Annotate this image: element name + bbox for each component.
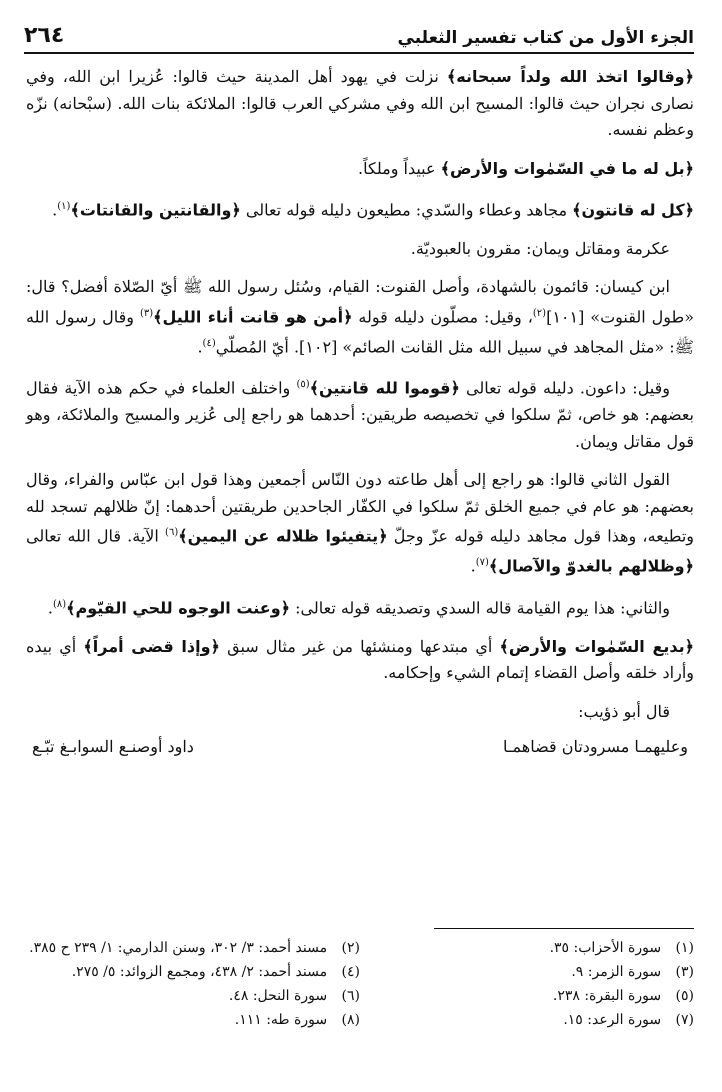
footnote-row [26,984,694,1008]
footnote-text: مسند أحمد: ٣/ ٣٠٢، وسنن الدارمي: ١/ ٢٣٩ ح ٣٨٥. [29,940,332,956]
text-run: وقيل: داعون. دليله قوله تعالى [459,378,671,398]
text-run: ابن كيسان: قائمون بالشهادة، وأصل القنوت: القيام، وسُئل رسول الله ﷺ أيّ الصّلاة أفضل؟ قال: «طول القنوت» [١٠١] [26,277,695,327]
footnote-number: (٤) [341,964,360,980]
paragraph [26,64,694,144]
paragraph [26,467,694,580]
paragraph [26,274,694,360]
footnote-text: مسند أحمد: ٢/ ٤٣٨، ومجمع الزوائد: ٥/ ٢٧٥. [71,964,332,980]
footnote-item [26,1008,360,1032]
text-run: أي بيده وأراد خلقه وأصل القضاء إتمام الشيء وإحكامه. [26,636,694,683]
verse-hemistich-right: وعليهمـا مسرودتان قضاهمـا [502,737,688,757]
text-run: . [52,200,58,220]
quran-quote: ﴿بل له ما في السّمٰوات والأرض﴾ [440,158,694,178]
footnote-text: سورة النحل: ٤٨. [228,988,332,1004]
footnote-ref: (٤) [202,337,216,349]
footnote-number: (٢) [341,940,360,956]
quran-quote: ﴿بديع السّمٰوات والأرض﴾ [499,636,695,656]
footnote-item [360,984,694,1008]
paragraph [26,236,694,263]
text-run: . [47,598,53,618]
running-title: الجزء الأول من كتاب تفسير الثعلبي [397,28,694,48]
text-run: عبيداً وملكاً. [358,158,441,178]
quran-quote: ﴿وظلالهم بالغدوّ والآصال﴾ [488,556,694,576]
footnote-ref: (٧) [475,557,489,569]
paragraph [26,156,694,183]
footnote-text: سورة الأحزاب: ٣٥. [549,940,666,956]
text-run: مجاهد وعطاء والسّدي: مطيعون دليله قوله تعالى [240,200,573,220]
footnotes [26,936,694,1032]
running-header [24,14,694,54]
footnote-ref: (٥) [296,379,310,391]
paragraph [26,194,694,224]
footnote-item [360,1008,694,1032]
footnote-ref: (٢) [532,307,547,319]
footnote-number: (٦) [341,988,360,1004]
quran-quote: ﴿وقالوا اتخذ الله ولداً سبحانه﴾ [446,67,694,86]
footnote-number: (٣) [675,964,694,980]
quran-quote: ﴿أمن هو قانت أناء الليل﴾ [153,307,353,327]
verse-hemistich-left: داود أوصنـع السوابـغ تبّـع [32,737,194,757]
text-run: واختلف العلماء في حكم هذه الآية فقال بعضهم: هو خاص، ثمّ سلكوا في تخصيصه طريقين: أحدهما هو راجع إلى عُزير والمسيح والملائكة، وهو قول مقاتل ويمان. [26,378,694,451]
footnote-ref: (١) [57,201,71,212]
footnote-row [26,1008,694,1032]
paragraph [26,592,694,622]
footnote-text: سورة الزمر: ٩. [571,964,666,980]
main-text [26,64,694,756]
text-run: نزلت في يهود أهل المدينة حيث قالوا: عُزيرا ابن الله، وفي نصارى نجران حيث قالوا: المسيح ابن الله وفي مشركي العرب قالوا: الملائكة بنات الله. (سبْحانه) نزّه وعظم نفسه. [26,67,694,139]
footnote-text: سورة طه: ١١١. [234,1012,332,1028]
footnote-item [26,960,360,984]
quran-quote: ﴿قوموا لله قانتين﴾ [309,378,460,398]
page-number: ٢٦٤ [24,23,65,48]
text-run: والثاني: هذا يوم القيامة قاله السدي وتصديقه قوله تعالى: [290,598,670,618]
footnote-row [26,936,694,960]
footnote-number: (٥) [675,988,694,1004]
text-run: أي مبتدعها ومنشئها من غير مثال سبق [219,636,500,656]
footnote-row [26,960,694,984]
footnote-text: سورة البقرة: ٢٣٨. [552,988,666,1004]
footnote-divider [434,928,694,929]
text-run: الآية. قال الله تعالى [26,526,166,546]
footnote-item [360,936,694,960]
poetry-verse [26,737,694,756]
paragraph [26,634,694,687]
footnote-ref: (٦) [165,527,179,539]
quran-quote: ﴿يتفيئوا ظلاله عن اليمين﴾ [178,526,388,546]
text-run: . [470,556,476,576]
footnote-ref: (٣) [139,307,154,319]
quran-quote: ﴿وعنت الوجوه للحي القيّوم﴾ [66,598,291,618]
footnote-number: (١) [675,940,694,956]
footnote-item [360,960,694,984]
quran-quote: ﴿وإذا قضى أمراً﴾ [83,636,220,656]
footnote-number: (٧) [675,1012,694,1028]
footnote-number: (٨) [341,1012,360,1028]
text-run: عكرمة ومقاتل ويمان: مقرون بالعبوديّة. [410,238,670,258]
paragraph [26,699,694,726]
text-run: . [197,336,203,356]
footnote-ref: (٨) [52,598,67,610]
quran-quote: ﴿والقانتين والقانتات﴾ [70,200,241,220]
text-run: القول الثاني قالوا: هو راجع إلى أهل طاعته دون النّاس أجمعين وهذا قول ابن عبّاس والفراء، وقال بعضهم: هو عام في جميع الخلق ثمّ سلكوا في الكفّار الجاحدين طريقتين أحدهما: إنّ ظلالهم تسجد لله وتطيعه، وهذا قول مجاهد دليله قوله عزّ وجلّ [26,470,695,546]
text-run: ، وقيل: مصلّون دليله قوله [352,307,533,327]
text-run: وقال رسول الله ﷺ: «مثل المجاهد في سبيل الله مثل القانت الصائم» [١٠٢]. أيّ المُصلّي [26,307,694,356]
quran-quote: ﴿كل له قانتون﴾ [572,200,694,220]
text-run: قال أبو ذؤيب: [578,701,670,721]
footnote-item [26,984,360,1008]
paragraph [26,372,694,455]
footnote-item [26,936,360,960]
footnote-text: سورة الرعد: ١٥. [563,1012,666,1028]
